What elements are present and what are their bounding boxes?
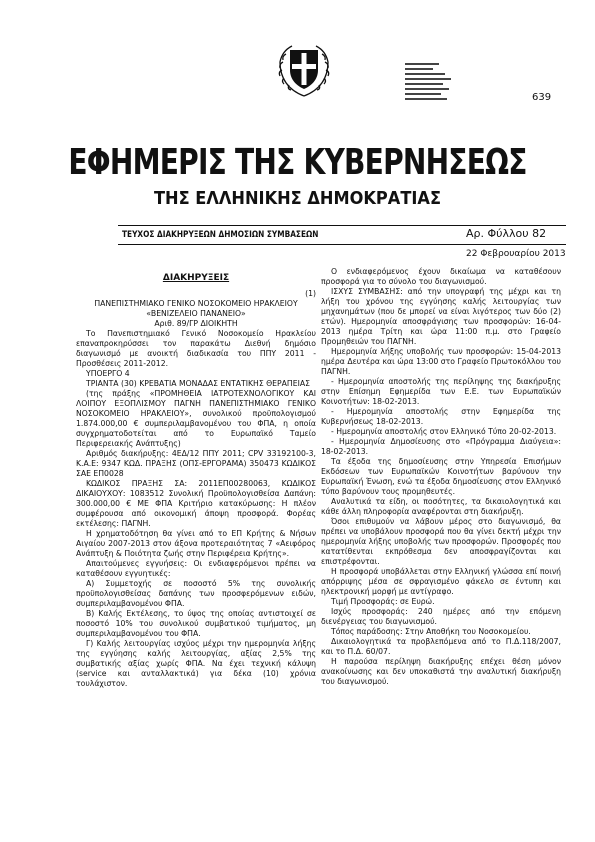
- paragraph: Τιμή Προσφοράς: σε Ευρώ.: [331, 597, 435, 606]
- paragraph: (1): [305, 289, 316, 298]
- issue-rule-top: [118, 225, 566, 226]
- paragraph: ΥΠΟΕΡΓΟ 4: [86, 369, 130, 378]
- paragraph: Β) Καλής Εκτέλεσης, το ύψος της οποίας αντιστοιχεί σε ποσοστό 10% του συνολικού συμβατικού τιμήματος, μη συμπεριλαμβανομένου του ΦΠΑ.: [76, 609, 316, 638]
- section-heading: ΔΙΑΚΗΡΥΞΕΙΣ: [162, 273, 230, 283]
- issue-series: ΤΕΥΧΟΣ ΔΙΑΚΗΡΥΞΕΩΝ ΔΗΜΟΣΙΩΝ ΣΥΜΒΑΣΕΩΝ: [122, 230, 319, 240]
- coat-of-arms-emblem: [274, 40, 334, 100]
- paragraph: Η προσφορά υποβάλλεται στην Ελληνική γλώσσα επί ποινή απόρριψης μέσα σε σφραγισμένο φάκελο σε έντυπη και ηλεκτρονική μορφή με αντίγραφο.: [321, 567, 561, 596]
- paragraph: Αριθ. 89/ΓΡ ΔΙΟΙΚΗΤΗ: [154, 319, 238, 328]
- issue-date: 22 Φεβρουαρίου 2013: [466, 249, 566, 259]
- paragraph: Όσοι επιθυμούν να λάβουν μέρος στο διαγωνισμό, θα πρέπει να υποβάλουν προσφορά που θα γίνει δεκτή μέχρι την ημερομηνία λήξης υποβολής των προσφορών. Προσφορές που κατατίθενται εκπρόθεσμα δεν αποσφραγίζονται και επιστρέφονται.: [321, 517, 561, 566]
- paragraph: Το Πανεπιστημιακό Γενικό Νοσοκομείο Ηρακλείου επαναπροκηρύσσει τον παρακάτω Διεθνή δημόσιο διαγωνισμό με ανοικτή διαδικασία του ΠΠΥ 2011 - Προσθέσεις 2011-2012.: [76, 329, 316, 368]
- paragraph: Ισχύς προσφοράς: 240 ημέρες από την επόμενη διενέργειας του διαγωνισμού.: [321, 607, 561, 626]
- paragraph: ΤΡΙΑΝΤΑ (30) ΚΡΕΒΑΤΙΑ ΜΟΝΑΔΑΣ ΕΝΤΑΤΙΚΗΣ ΘΕΡΑΠΕΙΑΣ: [86, 379, 310, 388]
- paragraph: (της πράξης «ΠΡΟΜΗΘΕΙΑ ΙΑΤΡΟΤΕΧΝΟΛΟΓΙΚΟΥ ΚΑΙ ΛΟΙΠΟΥ ΕΞΟΠΛΙΣΜΟΥ ΠΑΓΝΗ ΠΑΝΕΠΙΣΤΗΜΙΑΚΟ ΓΕΝΙΚΟ ΝΟΣΟΚΟΜΕΙΟ ΗΡΑΚΛΕΙΟΥ», συνολικού προϋπολογισμού 1.874.000,00 € συμπεριλαμβανομένου του ΦΠΑ, η οποία συγχρηματοδοτείται από το Ευρωπαϊκό Ταμείο Περιφερειακής Ανάπτυξης): [76, 389, 316, 448]
- paragraph: - Ημερομηνία αποστολής στην Εφημερίδα της Κυβερνήσεως 18-02-2013.: [321, 407, 561, 426]
- paragraph: - Ημερομηνία αποστολής της περίληψης της διακήρυξης στην Επίσημη Εφημερίδα των Ε.Ε. των Ευρωπαϊκών Κοινοτήτων: 18-02-2013.: [321, 377, 561, 406]
- page-number: 639: [532, 92, 552, 103]
- left-column: [76, 267, 316, 689]
- paragraph: Αναλυτικά τα είδη, οι ποσότητες, τα δικαιολογητικά και κάθε άλλη πληροφορία αναφέρονται στη διακήρυξη.: [321, 497, 561, 516]
- paragraph: ΙΣΧΥΣ ΣΥΜΒΑΣΗΣ: από την υπογραφή της μέχρι και τη λήξη του χρόνου της εγγύησης καλής λειτουργίας των μηχανημάτων (που δε μπορεί να είναι λιγότερος των δύο (2) ετών). Ημερομηνία αποσφράγισης των προσφορών: 16-04-2013 ημέρα Τρίτη και ώρα 11:00 π.μ. στο Γραφείο Προμηθειών του ΠΑΓΝΗ.: [321, 287, 561, 346]
- paragraph: ΚΩΔΙΚΟΣ ΠΡΑΞΗΣ ΣΑ: 2011ΕΠ00280063, ΚΩΔΙΚΟΣ ΔΙΚΑΙΟΥΧΟΥ: 1083512 Συνολική Προϋπολογισθείσα Δαπάνη: 300.000,00 € ΜΕ ΦΠΑ Κριτήριο κατακύρωσης: Η πλέον συμφέρουσα από οικονομική άποψη προσφορά. Φορέας εκτέλεσης: ΠΑΓΝΗ.: [76, 479, 316, 528]
- issue-sheet-number: Αρ. Φύλλου 82: [466, 227, 547, 240]
- paragraph: - Ημερομηνία αποστολής στον Ελληνικό Τύπο 20-02-2013.: [331, 427, 557, 436]
- paragraph: Ημερομηνία λήξης υποβολής των προσφορών: 15-04-2013 ημέρα Δευτέρα και ώρα 13:00 στο Γραφείο Πρωτοκόλλου του ΠΑΓΝΗ.: [321, 347, 561, 376]
- paragraph: Αριθμός διακήρυξης: 4ΕΔ/12 ΠΠΥ 2011; CPV 33192100-3, Κ.Α.Ε: 9347 ΚΩΔ. ΠΡΑΞΗΣ (ΟΠΣ-ΕΡΓΟΡΑΜΑ) 350473 ΚΩΔΙΚΟΣ ΣΑΕ ΕΠ0028: [76, 449, 316, 478]
- paragraph: Η χρηματοδότηση θα γίνει από το ΕΠ Κρήτης & Νήσων Αιγαίου 2007-2013 στον άξονα προτεραιότητας 7 «Αειφόρος Ανάπτυξη & Ποιότητα ζωής στην Περιφέρεια Κρήτης».: [76, 529, 316, 558]
- paragraph: ΠΑΝΕΠΙΣΤΗΜΙΑΚΟ ΓΕΝΙΚΟ ΝΟΣΟΚΟΜΕΙΟ ΗΡΑΚΛΕΙΟΥ «ΒΕΝΙΖΕΛΕΙΟ ΠΑΝΑΝΕΙΟ»: [94, 299, 298, 318]
- masthead-title: ΕΦΗΜΕΡΙΣ ΤΗΣ ΚΥΒΕΡΝΗΣΕΩΣ: [68, 142, 527, 183]
- paragraph: Ο ενδιαφερόμενος έχουν δικαίωμα να καταθέσουν προσφορά για το σύνολο του διαγωνισμού.: [321, 267, 561, 286]
- issue-rule-bottom: [118, 244, 566, 245]
- paragraph: Η παρούσα περίληψη διακήρυξης επέχει θέση μόνον ανακοίνωσης και δεν υποκαθιστά την αναλυτική διακήρυξη του διαγωνισμού.: [321, 657, 561, 686]
- paragraph: Απαιτούμενες εγγυήσεις: Οι ενδιαφερόμενοι πρέπει να καταθέσουν εγγυητικές:: [76, 559, 316, 578]
- paragraph: Α) Συμμετοχής σε ποσοστό 5% της συνολικής προϋπολογισθείσας δαπάνης των προσφερόμενων ειδών, συμπεριλαμβανομένου ΦΠΑ.: [76, 579, 316, 608]
- paragraph: Τα έξοδα της δημοσίευσης στην Υπηρεσία Επισήμων Εκδόσεων των Ευρωπαϊκών Κοινοτήτων βαρύνουν την Ευρωπαϊκή Ένωση, ενώ τα έξοδα δημοσίευσης στον Ελληνικό τύπο βαρύνουν τους προμηθευτές.: [321, 457, 561, 496]
- paragraph: Γ) Καλής λειτουργίας ισχύος μέχρι την ημερομηνία λήξης της εγγύησης καλής λειτουργίας, αξίας 2,5% της συμβατικής αξίας χωρίς ΦΠΑ. Να έχει τεχνική κάλυψη (service και ανταλλακτικά) για δέκα (10) χρόνια τουλάχιστον.: [76, 639, 316, 688]
- stamp-block: [405, 60, 457, 103]
- paragraph: - Ημερομηνία Δημοσίευσης στο «Πρόγραμμα Διαύγεια»: 18-02-2013.: [321, 437, 561, 456]
- paragraph: Δικαιολογητικά τα προβλεπόμενα από το Π.Δ.118/2007, και το Π.Δ. 60/07.: [321, 637, 561, 656]
- right-column: [321, 267, 561, 687]
- paragraph: Τόπος παράδοσης: Στην Αποθήκη του Νοσοκομείου.: [331, 627, 531, 636]
- masthead-subtitle: ΤΗΣ ΕΛΛΗΝΙΚΗΣ ΔΗΜΟΚΡΑΤΙΑΣ: [153, 188, 442, 209]
